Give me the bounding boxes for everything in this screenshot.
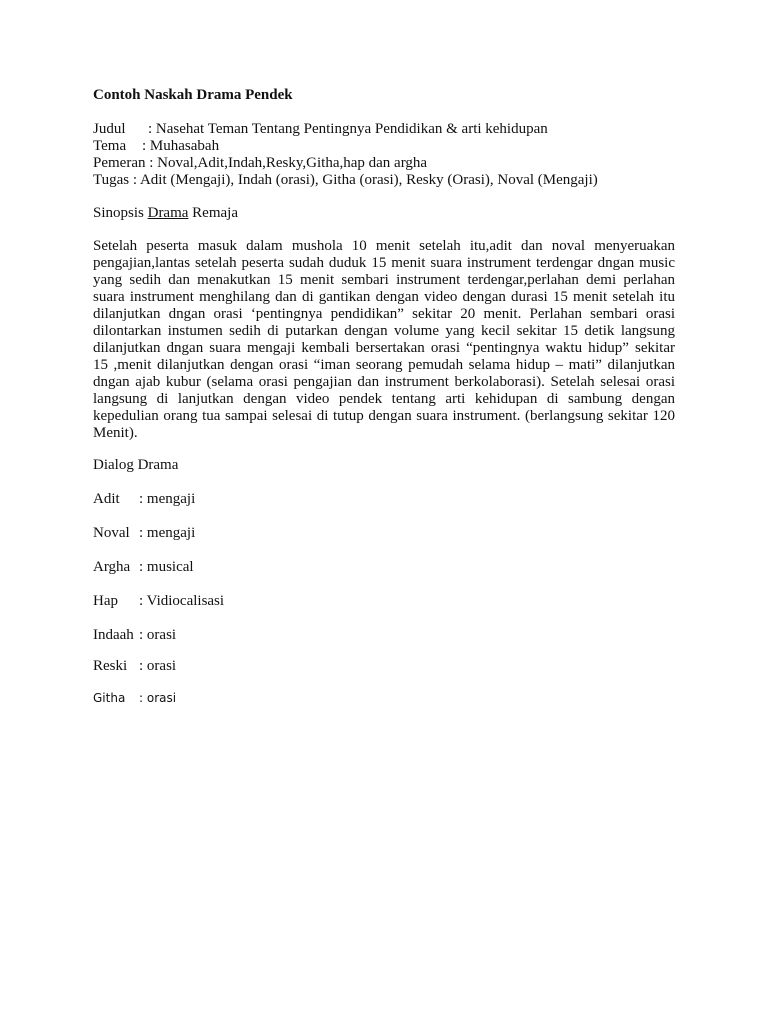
meta-judul bbox=[93, 121, 598, 138]
dialog-role: : musical bbox=[139, 559, 194, 575]
dialog-entry-reski bbox=[93, 657, 176, 675]
sinopsis-heading bbox=[93, 204, 238, 222]
dialog-name: Adit bbox=[93, 491, 120, 507]
dialog-name: Argha bbox=[93, 559, 131, 575]
dialog-name: Noval bbox=[93, 525, 130, 541]
dialog-name: Githa bbox=[93, 691, 126, 705]
dialog-entry-hap bbox=[93, 592, 224, 610]
paragraph-line: pengajian,lantas setelah peserta sudah duduk 15 menit suara instrument terdengar dngan music bbox=[93, 255, 675, 271]
dialog-role: : orasi bbox=[139, 658, 177, 674]
dialog-role: : mengaji bbox=[139, 525, 196, 541]
dialog-entry-argha bbox=[93, 558, 194, 576]
sinopsis-heading-suffix: Remaja bbox=[188, 205, 238, 221]
dialog-name: Indaah bbox=[93, 627, 134, 643]
dialog-heading: Dialog Drama bbox=[93, 457, 179, 473]
dialog-role: : Vidiocalisasi bbox=[139, 593, 225, 609]
paragraph-line: dilanjutkan dngan orasi ‘pentingnya pendidikan” sekitar 20 menit. Perlahan sembari orasi bbox=[93, 306, 675, 322]
paragraph-line: dilontarkan instumen sedih di putarkan dengan volume yang kecil sekitar 15 detik langsung bbox=[93, 323, 675, 339]
meta-tema-value: : Muhasabah bbox=[142, 138, 220, 154]
dialog-role: : orasi bbox=[139, 691, 177, 705]
paragraph-line: Setelah peserta masuk dalam mushola 10 menit setelah itu,adit dan noval menyeruakan bbox=[93, 238, 675, 254]
meta-tema-label: Tema bbox=[93, 138, 127, 154]
paragraph-line: yang sedih dan menakutkan 15 menit sembari instrument terdengar,perlahan demi perlahan bbox=[93, 272, 675, 288]
paragraph-line: langsung di lanjutkan dengan video pendek tentang arti kehidupan di sambung dengan bbox=[93, 391, 675, 407]
synopsis-paragraph bbox=[93, 238, 675, 442]
meta-tema bbox=[93, 138, 598, 155]
paragraph-line: 15 ,menit dilanjutkan dengan orasi “iman seorang pemudah selama hidup – mati” dilanjutkan bbox=[93, 357, 675, 373]
meta-judul-value: : Nasehat Teman Tentang Pentingnya Pendidikan & arti kehidupan bbox=[148, 121, 548, 137]
dialog-entry-githa bbox=[93, 690, 176, 706]
dialog-entry-adit bbox=[93, 490, 195, 508]
paragraph-line: Menit). bbox=[93, 425, 138, 441]
paragraph-line: kepedulian orang tua sampai selesai di tutup dengan suara instrument. (berlangsung sekitar 120 bbox=[93, 408, 675, 424]
sinopsis-heading-prefix: Sinopsis bbox=[93, 205, 148, 221]
dialog-entry-noval bbox=[93, 524, 195, 542]
meta-tugas: Tugas : Adit (Mengaji), Indah (orasi), Githa (orasi), Resky (Orasi), Noval (Mengaji) bbox=[93, 172, 598, 188]
dialog-role: : orasi bbox=[139, 627, 177, 643]
dialog-name: Reski bbox=[93, 658, 128, 674]
paragraph-line: dilanjutkan dngan suara mengaji kembali bersertakan orasi “pentingnya waktu hidup” sekitar bbox=[93, 340, 675, 356]
dialog-role: : mengaji bbox=[139, 491, 196, 507]
sinopsis-heading-underlined: Drama bbox=[147, 205, 189, 221]
paragraph-line: suara instrument menghilang dan di gantikan dengan video dengan durasi 15 menit setelah itu bbox=[93, 289, 675, 305]
meta-judul-label: Judul bbox=[93, 121, 126, 137]
dialog-name: Hap bbox=[93, 593, 118, 609]
paragraph-line: dngan ajab kubur (selama orasi pengajian dan instrument berkolaborasi). Setelah selesai orasi bbox=[93, 374, 675, 390]
document-title: Contoh Naskah Drama Pendek bbox=[93, 87, 293, 103]
meta-pemeran: Pemeran : Noval,Adit,Indah,Resky,Githa,hap dan argha bbox=[93, 155, 428, 171]
dialog-entry-indaah bbox=[93, 626, 176, 644]
metadata-block bbox=[93, 121, 598, 189]
